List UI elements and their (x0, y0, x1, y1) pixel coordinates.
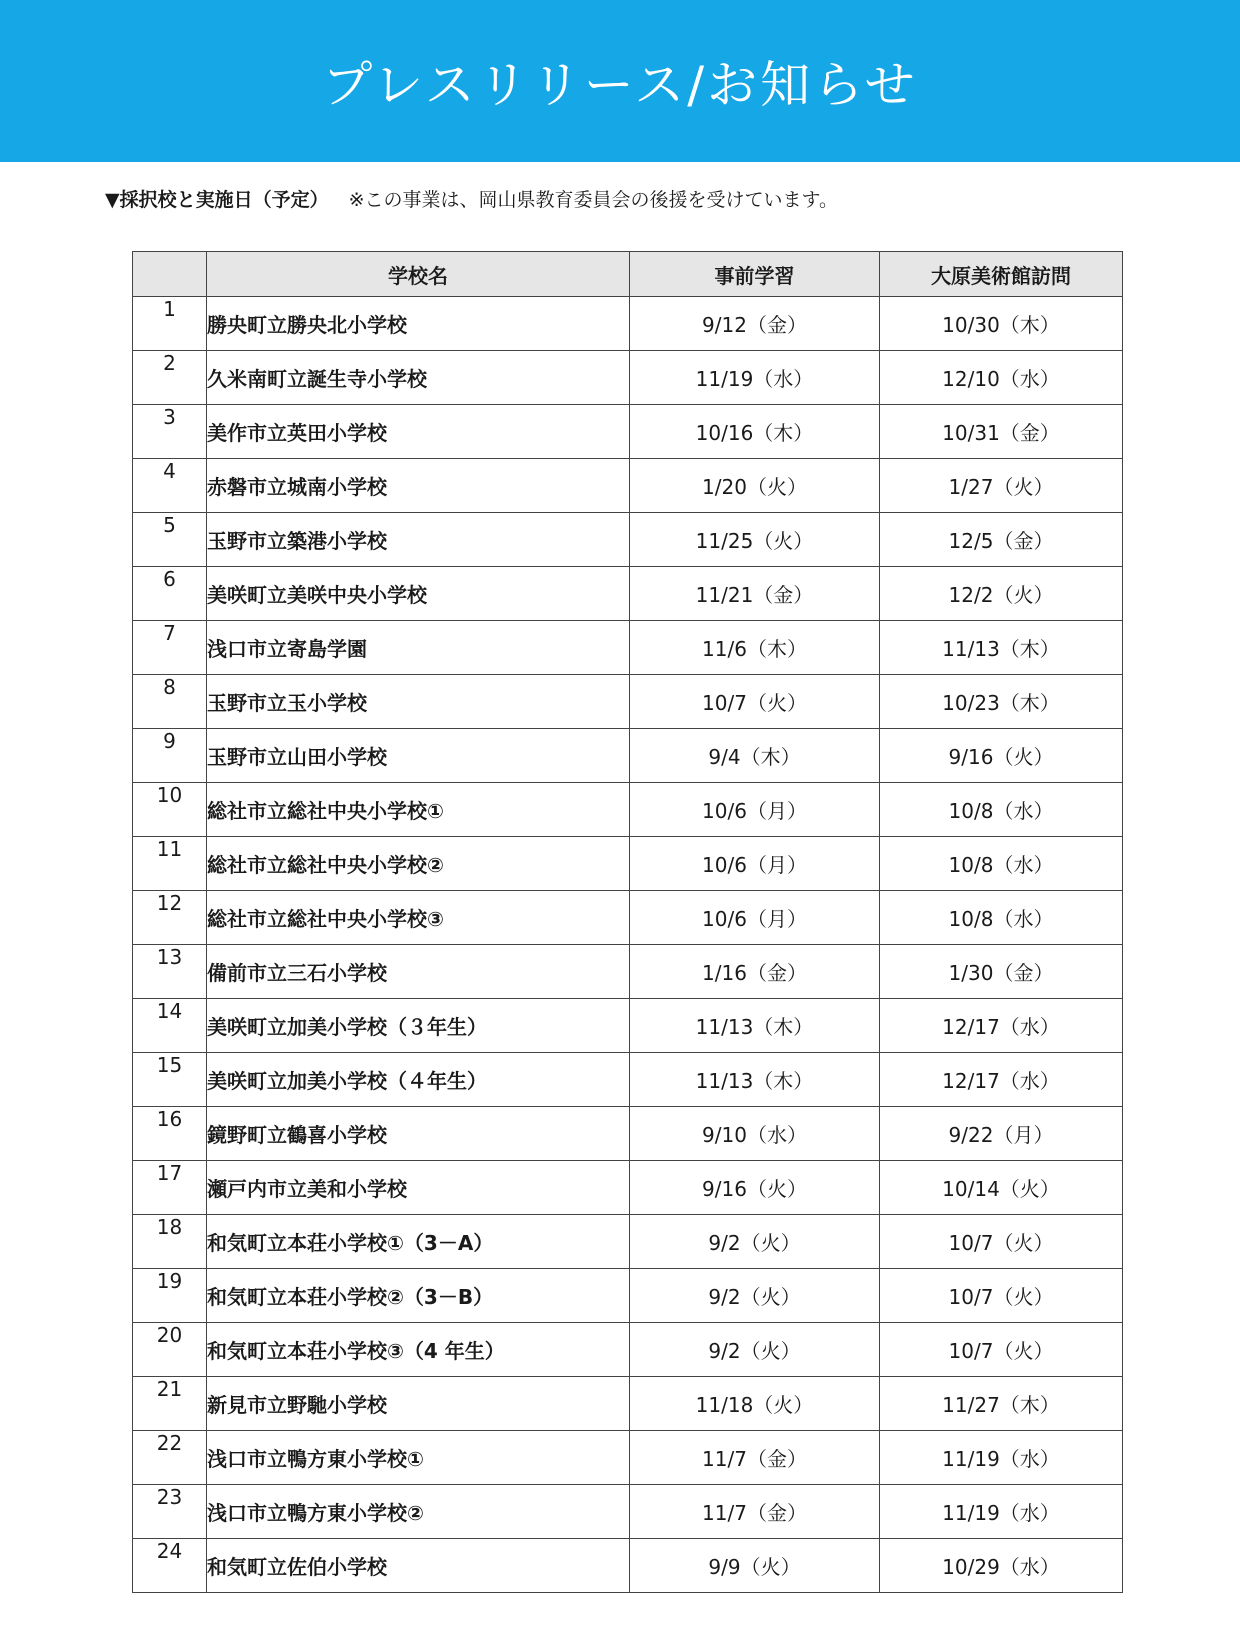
school-name: 総社市立総社中央小学校① (207, 783, 630, 837)
header-pre-study: 事前学習 (630, 252, 880, 297)
pre-study-date: 1/16（金） (630, 945, 880, 999)
row-number: 1 (133, 297, 207, 351)
table-row (133, 891, 1123, 945)
school-name: 和気町立本荘小学校②（3－B） (207, 1269, 630, 1323)
school-name: 玉野市立玉小学校 (207, 675, 630, 729)
row-number: 12 (133, 891, 207, 945)
table-row (133, 999, 1123, 1053)
table-row (133, 729, 1123, 783)
table-row (133, 1485, 1123, 1539)
pre-study-date: 9/4（木） (630, 729, 880, 783)
school-name: 和気町立本荘小学校①（3－A） (207, 1215, 630, 1269)
pre-study-date: 9/2（火） (630, 1215, 880, 1269)
school-name: 勝央町立勝央北小学校 (207, 297, 630, 351)
pre-study-date: 9/12（金） (630, 297, 880, 351)
row-number: 23 (133, 1485, 207, 1539)
row-number: 2 (133, 351, 207, 405)
pre-study-date: 11/13（木） (630, 999, 880, 1053)
school-name: 美咲町立加美小学校（４年生） (207, 1053, 630, 1107)
header-school: 学校名 (207, 252, 630, 297)
row-number: 17 (133, 1161, 207, 1215)
row-number: 6 (133, 567, 207, 621)
museum-visit-date: 12/17（水） (880, 999, 1123, 1053)
row-number: 13 (133, 945, 207, 999)
school-name: 美咲町立美咲中央小学校 (207, 567, 630, 621)
pre-study-date: 9/2（火） (630, 1269, 880, 1323)
museum-visit-date: 12/2（火） (880, 567, 1123, 621)
pre-study-date: 10/7（火） (630, 675, 880, 729)
row-number: 4 (133, 459, 207, 513)
header-banner (0, 0, 1240, 162)
museum-visit-date: 10/8（水） (880, 891, 1123, 945)
table-row (133, 783, 1123, 837)
table-row (133, 621, 1123, 675)
pre-study-date: 10/6（月） (630, 837, 880, 891)
school-name: 赤磐市立城南小学校 (207, 459, 630, 513)
school-name: 備前市立三石小学校 (207, 945, 630, 999)
museum-visit-date: 11/27（木） (880, 1377, 1123, 1431)
pre-study-date: 10/6（月） (630, 783, 880, 837)
museum-visit-date: 12/5（金） (880, 513, 1123, 567)
museum-visit-date: 10/8（水） (880, 837, 1123, 891)
pre-study-date: 11/7（金） (630, 1431, 880, 1485)
row-number: 7 (133, 621, 207, 675)
school-schedule-table (132, 251, 1123, 1593)
museum-visit-date: 10/7（火） (880, 1269, 1123, 1323)
museum-visit-date: 9/22（月） (880, 1107, 1123, 1161)
school-name: 総社市立総社中央小学校③ (207, 891, 630, 945)
row-number: 21 (133, 1377, 207, 1431)
table-row (133, 297, 1123, 351)
pre-study-date: 1/20（火） (630, 459, 880, 513)
table-row (133, 945, 1123, 999)
museum-visit-date: 1/27（火） (880, 459, 1123, 513)
row-number: 14 (133, 999, 207, 1053)
school-name: 浅口市立鴨方東小学校② (207, 1485, 630, 1539)
table-row (133, 351, 1123, 405)
row-number: 8 (133, 675, 207, 729)
pre-study-date: 11/13（木） (630, 1053, 880, 1107)
museum-visit-date: 10/30（木） (880, 297, 1123, 351)
pre-study-date: 9/9（火） (630, 1539, 880, 1593)
pre-study-date: 9/2（火） (630, 1323, 880, 1377)
table-row (133, 1215, 1123, 1269)
museum-visit-date: 10/8（水） (880, 783, 1123, 837)
museum-visit-date: 12/17（水） (880, 1053, 1123, 1107)
pre-study-date: 11/7（金） (630, 1485, 880, 1539)
table-row (133, 675, 1123, 729)
table-caption (105, 185, 838, 212)
table-row (133, 1377, 1123, 1431)
pre-study-date: 10/6（月） (630, 891, 880, 945)
pre-study-date: 11/21（金） (630, 567, 880, 621)
school-name: 玉野市立築港小学校 (207, 513, 630, 567)
row-number: 16 (133, 1107, 207, 1161)
row-number: 22 (133, 1431, 207, 1485)
table-row (133, 1323, 1123, 1377)
pre-study-date: 11/25（火） (630, 513, 880, 567)
row-number: 3 (133, 405, 207, 459)
museum-visit-date: 11/19（水） (880, 1485, 1123, 1539)
school-name: 和気町立佐伯小学校 (207, 1539, 630, 1593)
table-row (133, 837, 1123, 891)
museum-visit-date: 10/23（木） (880, 675, 1123, 729)
pre-study-date: 11/18（火） (630, 1377, 880, 1431)
school-name: 浅口市立鴨方東小学校① (207, 1431, 630, 1485)
table-row (133, 459, 1123, 513)
row-number: 18 (133, 1215, 207, 1269)
table-row (133, 1431, 1123, 1485)
school-name: 浅口市立寄島学園 (207, 621, 630, 675)
header-no (133, 252, 207, 297)
table-row (133, 405, 1123, 459)
table-header-row (133, 252, 1123, 297)
museum-visit-date: 11/19（水） (880, 1431, 1123, 1485)
caption-lead: ▼採択校と実施日（予定） (105, 189, 329, 211)
pre-study-date: 9/10（水） (630, 1107, 880, 1161)
museum-visit-date: 10/14（火） (880, 1161, 1123, 1215)
row-number: 9 (133, 729, 207, 783)
table-row (133, 1161, 1123, 1215)
table-row (133, 1107, 1123, 1161)
header-museum-visit: 大原美術館訪問 (880, 252, 1123, 297)
table-row (133, 1053, 1123, 1107)
row-number: 5 (133, 513, 207, 567)
museum-visit-date: 10/7（火） (880, 1323, 1123, 1377)
school-name: 玉野市立山田小学校 (207, 729, 630, 783)
museum-visit-date: 9/16（火） (880, 729, 1123, 783)
museum-visit-date: 11/13（木） (880, 621, 1123, 675)
page-title: プレスリリース/お知らせ (322, 56, 918, 114)
pre-study-date: 10/16（木） (630, 405, 880, 459)
school-name: 総社市立総社中央小学校② (207, 837, 630, 891)
table-row (133, 1269, 1123, 1323)
row-number: 24 (133, 1539, 207, 1593)
table-row (133, 567, 1123, 621)
table-row (133, 513, 1123, 567)
pre-study-date: 11/19（水） (630, 351, 880, 405)
caption-note: ※この事業は、岡山県教育委員会の後援を受けています。 (348, 189, 839, 211)
school-name: 新見市立野馳小学校 (207, 1377, 630, 1431)
school-name: 美作市立英田小学校 (207, 405, 630, 459)
school-name: 美咲町立加美小学校（３年生） (207, 999, 630, 1053)
museum-visit-date: 10/31（金） (880, 405, 1123, 459)
table-row (133, 1539, 1123, 1593)
school-name: 鏡野町立鶴喜小学校 (207, 1107, 630, 1161)
row-number: 11 (133, 837, 207, 891)
pre-study-date: 9/16（火） (630, 1161, 880, 1215)
museum-visit-date: 12/10（水） (880, 351, 1123, 405)
pre-study-date: 11/6（木） (630, 621, 880, 675)
museum-visit-date: 10/29（水） (880, 1539, 1123, 1593)
row-number: 15 (133, 1053, 207, 1107)
row-number: 20 (133, 1323, 207, 1377)
museum-visit-date: 10/7（火） (880, 1215, 1123, 1269)
school-name: 瀬戸内市立美和小学校 (207, 1161, 630, 1215)
museum-visit-date: 1/30（金） (880, 945, 1123, 999)
row-number: 10 (133, 783, 207, 837)
school-name: 和気町立本荘小学校③（4 年生） (207, 1323, 630, 1377)
row-number: 19 (133, 1269, 207, 1323)
school-name: 久米南町立誕生寺小学校 (207, 351, 630, 405)
